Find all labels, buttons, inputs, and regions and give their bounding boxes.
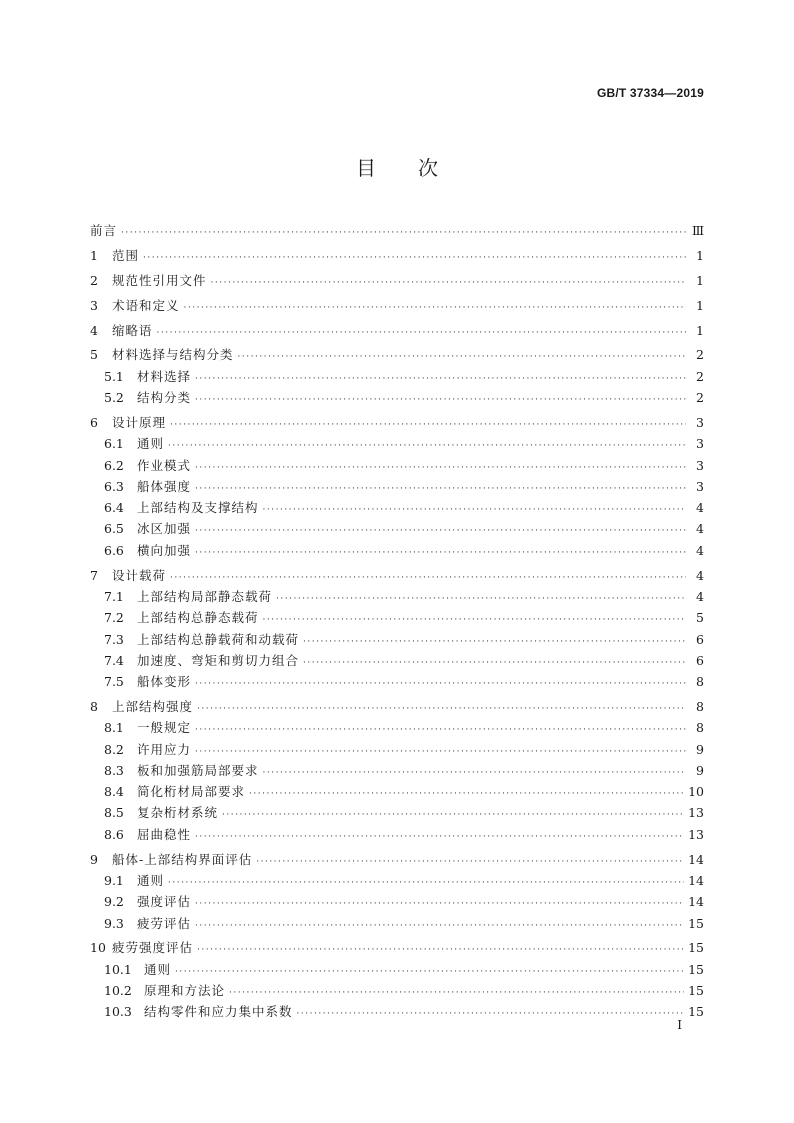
toc-entry-number: 8 [90, 698, 98, 714]
toc-leader-dots [263, 763, 686, 784]
toc-entry[interactable] [90, 870, 704, 891]
toc-leader-dots [195, 827, 684, 848]
toc-entry-page: 4 [696, 567, 704, 583]
toc-leader-dots [256, 852, 684, 873]
toc-entry-number: 8.3 [104, 762, 124, 778]
toc-entry-page: 4 [696, 588, 704, 604]
toc-entry-page: 10 [688, 784, 704, 800]
toc-entry-page: 8 [696, 720, 704, 736]
toc-entry-label: 上部结构总静态载荷 [137, 610, 259, 626]
standard-code: GB/T 37334—2019 [596, 86, 704, 100]
toc-entry-page: 6 [696, 652, 704, 668]
toc-entry-page: 13 [688, 826, 704, 842]
toc-entry-label: 一般规定 [137, 720, 192, 736]
toc-leader-dots [197, 699, 686, 720]
toc-entry-label: 简化桁材局部要求 [137, 784, 246, 800]
toc-entry[interactable] [90, 980, 704, 1001]
toc-entry-number: 10.3 [104, 1004, 132, 1020]
toc-leader-dots [249, 784, 684, 805]
toc-entry-label: 材料选择 [137, 368, 192, 384]
toc-entry-number: 6.3 [104, 478, 124, 494]
toc-entry[interactable] [90, 739, 704, 760]
toc-entry[interactable] [90, 913, 704, 934]
toc-entry-page: Ⅲ [691, 223, 704, 238]
toc-entry-label: 加速度、弯矩和剪切力组合 [137, 652, 300, 668]
toc-leader-dots [303, 653, 686, 674]
toc-entry[interactable] [90, 607, 704, 628]
toc-entry-number: 7.1 [104, 588, 124, 604]
toc-entry-label: 横向加强 [137, 542, 192, 558]
toc-entry[interactable] [90, 586, 704, 607]
toc-leader-dots [195, 543, 686, 564]
toc-entry-label: 复杂桁材系统 [137, 805, 219, 821]
toc-entry-label: 强度评估 [137, 894, 192, 910]
toc-entry[interactable] [90, 540, 704, 561]
toc-entry-page: 15 [688, 961, 704, 977]
table-of-contents [90, 220, 704, 1023]
toc-leader-dots [195, 720, 686, 741]
toc-entry-page: 15 [688, 983, 704, 999]
toc-entry-page: 8 [696, 698, 704, 714]
toc-entry-label: 设计载荷 [112, 567, 167, 583]
page-number: I [677, 1018, 682, 1032]
toc-entry[interactable] [90, 497, 704, 518]
toc-entry-page: 15 [688, 915, 704, 931]
toc-entry-page: 14 [688, 872, 704, 888]
toc-entry-page: 4 [696, 521, 704, 537]
toc-entry[interactable] [90, 433, 704, 454]
toc-entry-page: 4 [696, 542, 704, 558]
toc-leader-dots [303, 632, 686, 653]
toc-entry-label: 船体变形 [137, 674, 192, 690]
toc-entry-number: 10.2 [104, 983, 132, 999]
toc-leader-dots [195, 894, 684, 915]
toc-entry-number: 3 [90, 297, 98, 313]
toc-entry[interactable] [90, 849, 704, 870]
toc-entry-number: 7 [90, 567, 98, 583]
toc-leader-dots [297, 1004, 685, 1025]
toc-entry-number: 5 [90, 347, 98, 363]
toc-leader-dots [195, 916, 684, 937]
toc-entry-page: 5 [696, 610, 704, 626]
toc-entry[interactable] [90, 245, 704, 266]
toc-entry-label: 船体强度 [137, 478, 192, 494]
toc-entry-page: 3 [696, 414, 704, 430]
toc-entry-label: 通则 [137, 436, 165, 452]
toc-leader-dots [195, 521, 686, 542]
toc-leader-dots [170, 415, 686, 436]
toc-entry-number: 6.6 [104, 542, 124, 558]
toc-leader-dots [263, 610, 686, 631]
toc-entry-page: 8 [696, 674, 704, 690]
toc-entry-number: 8.2 [104, 741, 124, 757]
toc-entry-number: 7.5 [104, 674, 124, 690]
toc-entry-page: 4 [696, 500, 704, 516]
toc-entry-page: 1 [696, 322, 704, 338]
toc-entry-number: 5.1 [104, 368, 124, 384]
toc-entry-page: 2 [696, 347, 704, 363]
toc-entry-page: 15 [688, 940, 704, 956]
toc-entry-label: 原理和方法论 [144, 983, 226, 999]
toc-entry[interactable] [90, 412, 704, 433]
toc-entry-page: 2 [696, 368, 704, 384]
toc-entry-label: 范围 [112, 247, 140, 263]
toc-entry-number: 7.2 [104, 610, 124, 626]
toc-entry[interactable] [90, 366, 704, 387]
toc-entry-label: 疲劳评估 [137, 915, 192, 931]
toc-entry-page: 9 [696, 762, 704, 778]
toc-entry-number: 6 [90, 414, 98, 430]
toc-entry[interactable] [90, 650, 704, 671]
toc-entry[interactable] [90, 959, 704, 980]
toc-entry-number: 9.1 [104, 872, 124, 888]
toc-entry-page: 3 [696, 457, 704, 473]
toc-entry[interactable] [90, 671, 704, 692]
title-char: 次 [418, 156, 438, 180]
toc-entry-label: 通则 [137, 872, 165, 888]
toc-entry[interactable] [90, 802, 704, 823]
toc-entry-number: 4 [90, 322, 98, 338]
toc-entry-number: 8.1 [104, 720, 124, 736]
toc-entry-number: 8.5 [104, 805, 124, 821]
toc-entry[interactable] [90, 320, 704, 341]
toc-entry-number: 8.4 [104, 784, 124, 800]
toc-leader-dots [229, 983, 684, 1004]
toc-entry[interactable] [90, 270, 704, 291]
toc-entry-page: 13 [688, 805, 704, 821]
toc-entry-number: 1 [90, 247, 98, 263]
toc-entry-number: 10 [90, 940, 106, 956]
toc-entry-label: 冰区加强 [137, 521, 192, 537]
toc-entry-page: 9 [696, 741, 704, 757]
toc-entry-label: 上部结构局部静态载荷 [137, 588, 273, 604]
title-char: 目 [356, 156, 376, 180]
toc-entry-label: 许用应力 [137, 741, 192, 757]
toc-entry-page: 3 [696, 436, 704, 452]
toc-entry[interactable] [90, 455, 704, 476]
toc-entry-page: 1 [696, 247, 704, 263]
toc-entry-label: 通则 [144, 961, 172, 977]
toc-leader-dots [168, 436, 686, 457]
toc-entry-number: 5.2 [104, 390, 124, 406]
toc-entry[interactable] [90, 565, 704, 586]
toc-entry-page: 6 [696, 631, 704, 647]
toc-entry-label: 规范性引用文件 [112, 272, 207, 288]
toc-entry-label: 上部结构及支撑结构 [137, 500, 259, 516]
toc-entry[interactable] [90, 937, 704, 958]
toc-leader-dots [184, 298, 686, 319]
toc-entry-page: 2 [696, 390, 704, 406]
toc-entry-number: 10.1 [104, 961, 132, 977]
toc-entry[interactable] [90, 696, 704, 717]
toc-entry-label: 设计原理 [112, 414, 167, 430]
toc-leader-dots [211, 273, 686, 294]
toc-entry-page: 14 [688, 851, 704, 867]
toc-entry-page: 14 [688, 894, 704, 910]
toc-entry[interactable] [90, 220, 704, 241]
toc-entry[interactable] [90, 1001, 704, 1022]
toc-entry-label: 屈曲稳性 [137, 826, 192, 842]
toc-entry-label: 结构零件和应力集中系数 [144, 1004, 293, 1020]
page-title [0, 152, 794, 181]
toc-entry-number: 2 [90, 272, 98, 288]
toc-leader-dots [197, 940, 684, 961]
toc-leader-dots [175, 962, 684, 983]
toc-entry[interactable] [90, 629, 704, 650]
toc-entry-number: 6.5 [104, 521, 124, 537]
toc-leader-dots [195, 390, 686, 411]
toc-entry[interactable] [90, 387, 704, 408]
toc-entry-number: 7.3 [104, 631, 124, 647]
toc-leader-dots [195, 742, 686, 763]
toc-entry-number: 7.4 [104, 652, 124, 668]
toc-entry[interactable] [90, 781, 704, 802]
toc-entry-label: 术语和定义 [112, 297, 180, 313]
toc-entry-page: 1 [696, 272, 704, 288]
toc-leader-dots [168, 873, 684, 894]
toc-entry-label: 材料选择与结构分类 [112, 347, 234, 363]
toc-entry[interactable] [90, 717, 704, 738]
toc-leader-dots [195, 458, 686, 479]
toc-entry[interactable] [90, 518, 704, 539]
toc-entry[interactable] [90, 476, 704, 497]
toc-entry-label: 结构分类 [137, 390, 192, 406]
toc-entry-label: 船体-上部结构界面评估 [112, 851, 253, 867]
toc-entry[interactable] [90, 760, 704, 781]
toc-leader-dots [222, 805, 684, 826]
toc-entry-number: 6.4 [104, 500, 124, 516]
toc-leader-dots [195, 479, 686, 500]
toc-entry-number: 9.2 [104, 894, 124, 910]
toc-entry-label: 板和加强筋局部要求 [137, 762, 259, 778]
toc-leader-dots [263, 500, 686, 521]
toc-entry-label: 前言 [90, 223, 118, 238]
toc-entry-number: 9 [90, 851, 98, 867]
toc-leader-dots [195, 674, 686, 695]
toc-entry-label: 作业模式 [137, 457, 192, 473]
toc-entry-number: 6.2 [104, 457, 124, 473]
toc-entry-page: 1 [696, 297, 704, 313]
toc-entry-number: 6.1 [104, 436, 124, 452]
toc-entry-label: 上部结构总静载荷和动载荷 [137, 631, 300, 647]
toc-entry-label: 缩略语 [112, 322, 153, 338]
toc-leader-dots [121, 223, 686, 244]
toc-entry[interactable] [90, 824, 704, 845]
toc-entry[interactable] [90, 891, 704, 912]
toc-leader-dots [157, 323, 686, 344]
toc-entry-number: 9.3 [104, 915, 124, 931]
toc-leader-dots [143, 248, 686, 269]
toc-leader-dots [238, 347, 686, 368]
toc-entry-number: 8.6 [104, 826, 124, 842]
toc-entry-label: 上部结构强度 [112, 698, 194, 714]
toc-entry-label: 疲劳强度评估 [112, 940, 194, 956]
toc-leader-dots [276, 589, 686, 610]
toc-entry-page: 15 [688, 1004, 704, 1020]
toc-entry-page: 3 [696, 478, 704, 494]
toc-entry[interactable] [90, 295, 704, 316]
toc-leader-dots [195, 369, 686, 390]
toc-entry[interactable] [90, 344, 704, 365]
